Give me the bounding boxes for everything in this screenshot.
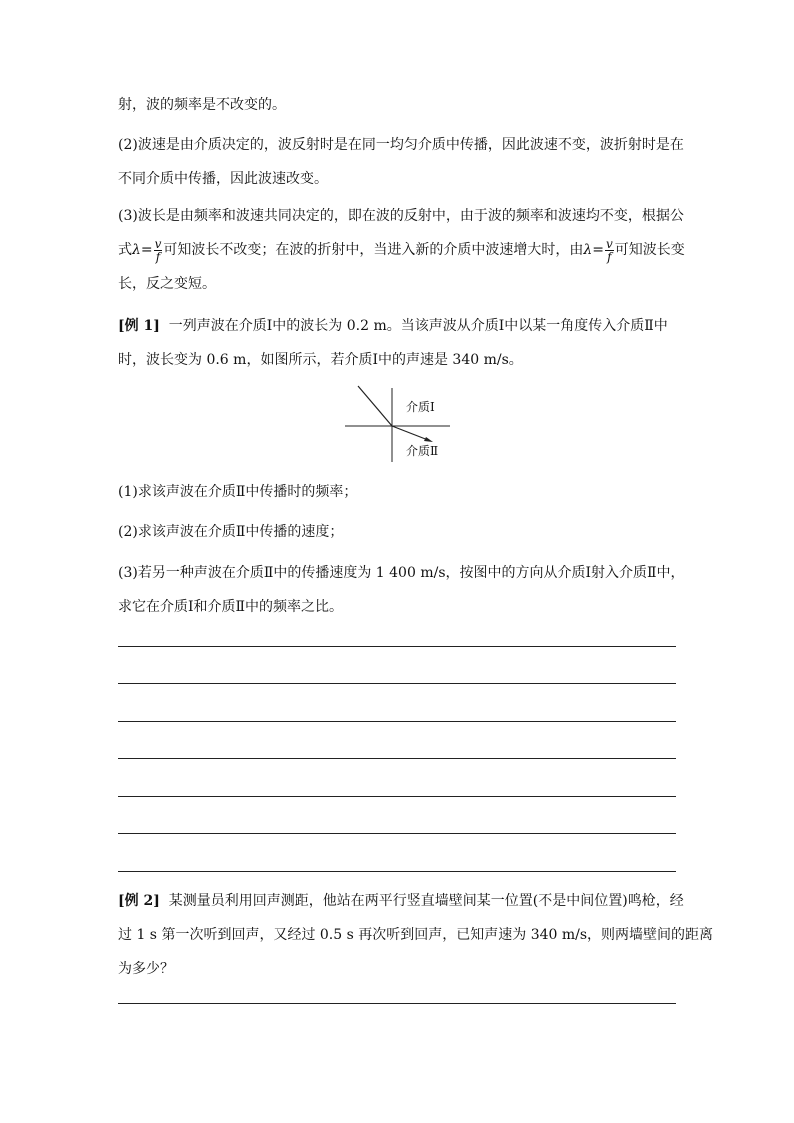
fraction-v-over-f <box>605 238 614 263</box>
paragraph-wavelength <box>118 199 685 301</box>
refracted-ray <box>392 426 428 440</box>
answer-line[interactable] <box>118 833 676 834</box>
text-line-with-formula <box>118 233 685 267</box>
question-1 <box>118 475 678 509</box>
text-line: (2)求该声波在介质Ⅱ中传播的速度； <box>118 524 344 540</box>
paragraph-wave-speed <box>118 128 684 196</box>
fraction-v-over-f <box>154 238 163 263</box>
text-line: 过 1 s 第一次听到回声，又经过 0.5 s 再次听到回声，已知声速为 340 m/s，则两墙壁间的距离 <box>118 927 714 943</box>
formula-lambda: λ= <box>132 242 153 258</box>
refraction-figure <box>340 378 460 468</box>
text-fragment: 可知波长变 <box>614 242 685 258</box>
text-line: 长，反之变短。 <box>118 276 216 292</box>
text-line <box>118 884 684 918</box>
answer-line[interactable] <box>118 646 676 647</box>
text-fragment: 式 <box>118 242 132 258</box>
example-label: [例 2] <box>118 893 160 909</box>
medium-2-label: 介质Ⅱ <box>406 444 439 458</box>
example-1 <box>118 309 678 377</box>
incident-ray <box>358 386 392 426</box>
text-line: 射，波的频率是不改变的。 <box>118 97 286 113</box>
formula-lambda: λ= <box>583 242 604 258</box>
text-line: (2)波速是由介质决定的，波反射时是在同一均匀介质中传播，因此波速不变，波折射时是在 <box>118 137 684 153</box>
paragraph-frequency <box>118 88 678 122</box>
text-fragment: 某测量员利用回声测距，他站在两平行竖直墙壁间某一位置(不是中间位置)鸣枪，经 <box>168 893 684 909</box>
question-2 <box>118 515 678 549</box>
text-line: (3)若另一种声波在介质Ⅱ中的传播速度为 1 400 m/s，按图中的方向从介质Ⅰ射入介质Ⅱ中， <box>118 565 685 581</box>
answer-line[interactable] <box>118 721 676 722</box>
refraction-diagram <box>340 378 460 468</box>
text-fragment: 一列声波在介质Ⅰ中的波长为 0.2 m。当该声波从介质Ⅰ中以某一角度传入介质Ⅱ中 <box>168 318 668 334</box>
text-fragment: 可知波长不改变；在波的折射中，当进入新的介质中波速增大时，由 <box>163 242 584 258</box>
answer-line[interactable] <box>118 683 676 684</box>
answer-line[interactable] <box>118 871 676 872</box>
text-line: 为多少？ <box>118 961 174 977</box>
text-line: (1)求该声波在介质Ⅱ中传播时的频率； <box>118 484 358 500</box>
answer-line[interactable] <box>118 796 676 797</box>
text-line: 时，波长变为 0.6 m，如图所示，若介质Ⅰ中的声速是 340 m/s。 <box>118 352 523 368</box>
text-line: 不同介质中传播，因此波速改变。 <box>118 171 328 187</box>
answer-line[interactable] <box>118 758 676 759</box>
fraction-denominator: f <box>155 249 161 264</box>
text-line: (3)波长是由频率和波速共同决定的，即在波的反射中，由于波的频率和波速均不变，根据公 <box>118 208 684 224</box>
example-label: [例 1] <box>118 318 160 334</box>
question-3 <box>118 556 685 624</box>
medium-1-label: 介质Ⅰ <box>406 400 435 414</box>
text-line <box>118 309 678 343</box>
fraction-numerator: v <box>606 236 613 251</box>
example-2 <box>118 884 714 986</box>
text-line: 求它在介质Ⅰ和介质Ⅱ中的频率之比。 <box>118 599 344 615</box>
answer-line[interactable] <box>118 1003 676 1004</box>
fraction-denominator: f <box>607 249 612 264</box>
fraction-numerator: v <box>154 236 162 251</box>
